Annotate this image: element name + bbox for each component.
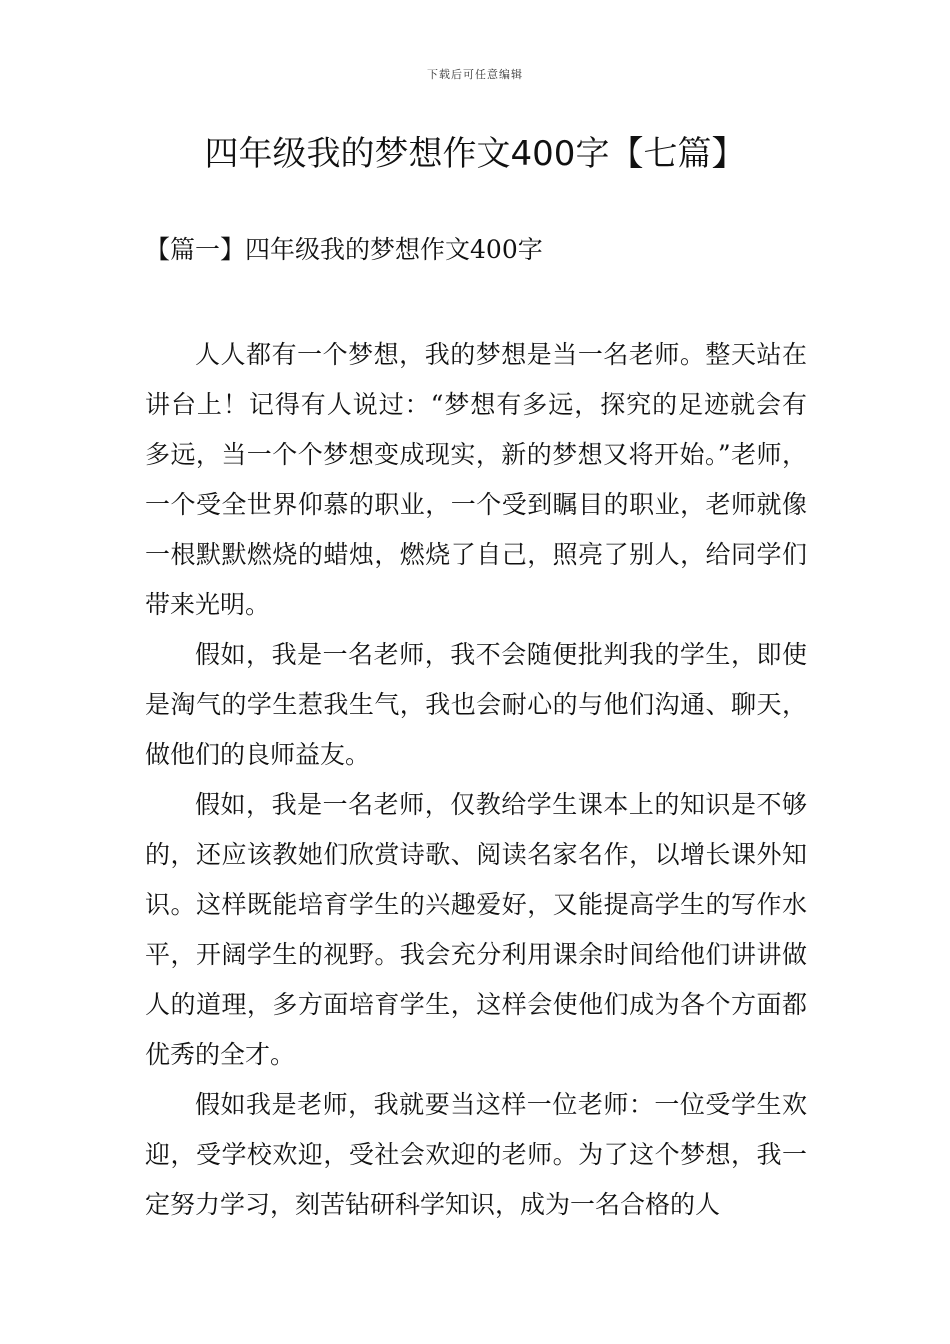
paragraph: 假如，我是一名老师，仅教给学生课本上的知识是不够的，还应该教她们欣赏诗歌、阅读名家名作，以增长课外知识。这样既能培育学生的兴趣爱好，又能提高学生的写作水平，开阔学生的视野。我会充分利用课余时间给他们讲讲做人的道理，多方面培育学生，这样会使他们成为各个方面都优秀的全才。 — [145, 790, 807, 1069]
essay-body — [145, 330, 807, 1230]
header-note: 下载后可任意编辑 — [427, 68, 523, 81]
paragraph: 假如我是老师，我就要当这样一位老师：一位受学生欢迎，受学校欢迎，受社会欢迎的老师。为了这个梦想，我一定努力学习，刻苦钻研科学知识，成为一名合格的人 — [145, 1090, 807, 1219]
paragraph: 人人都有一个梦想，我的梦想是当一名老师。整天站在讲台上！记得有人说过：“梦想有多远，探究的足迹就会有多远，当一个个梦想变成现实，新的梦想又将开始。”老师，一个受全世界仰慕的职业，一个受到瞩目的职业，老师就像一根默默燃烧的蜡烛，燃烧了自己，照亮了别人，给同学们带来光明。 — [145, 340, 807, 619]
paragraph: 假如，我是一名老师，我不会随便批判我的学生，即使是淘气的学生惹我生气，我也会耐心的与他们沟通、聊天，做他们的良师益友。 — [145, 640, 807, 769]
section-heading: 【篇一】四年级我的梦想作文400字 — [145, 235, 543, 264]
document-title: 四年级我的梦想作文400字【七篇】 — [204, 134, 746, 174]
